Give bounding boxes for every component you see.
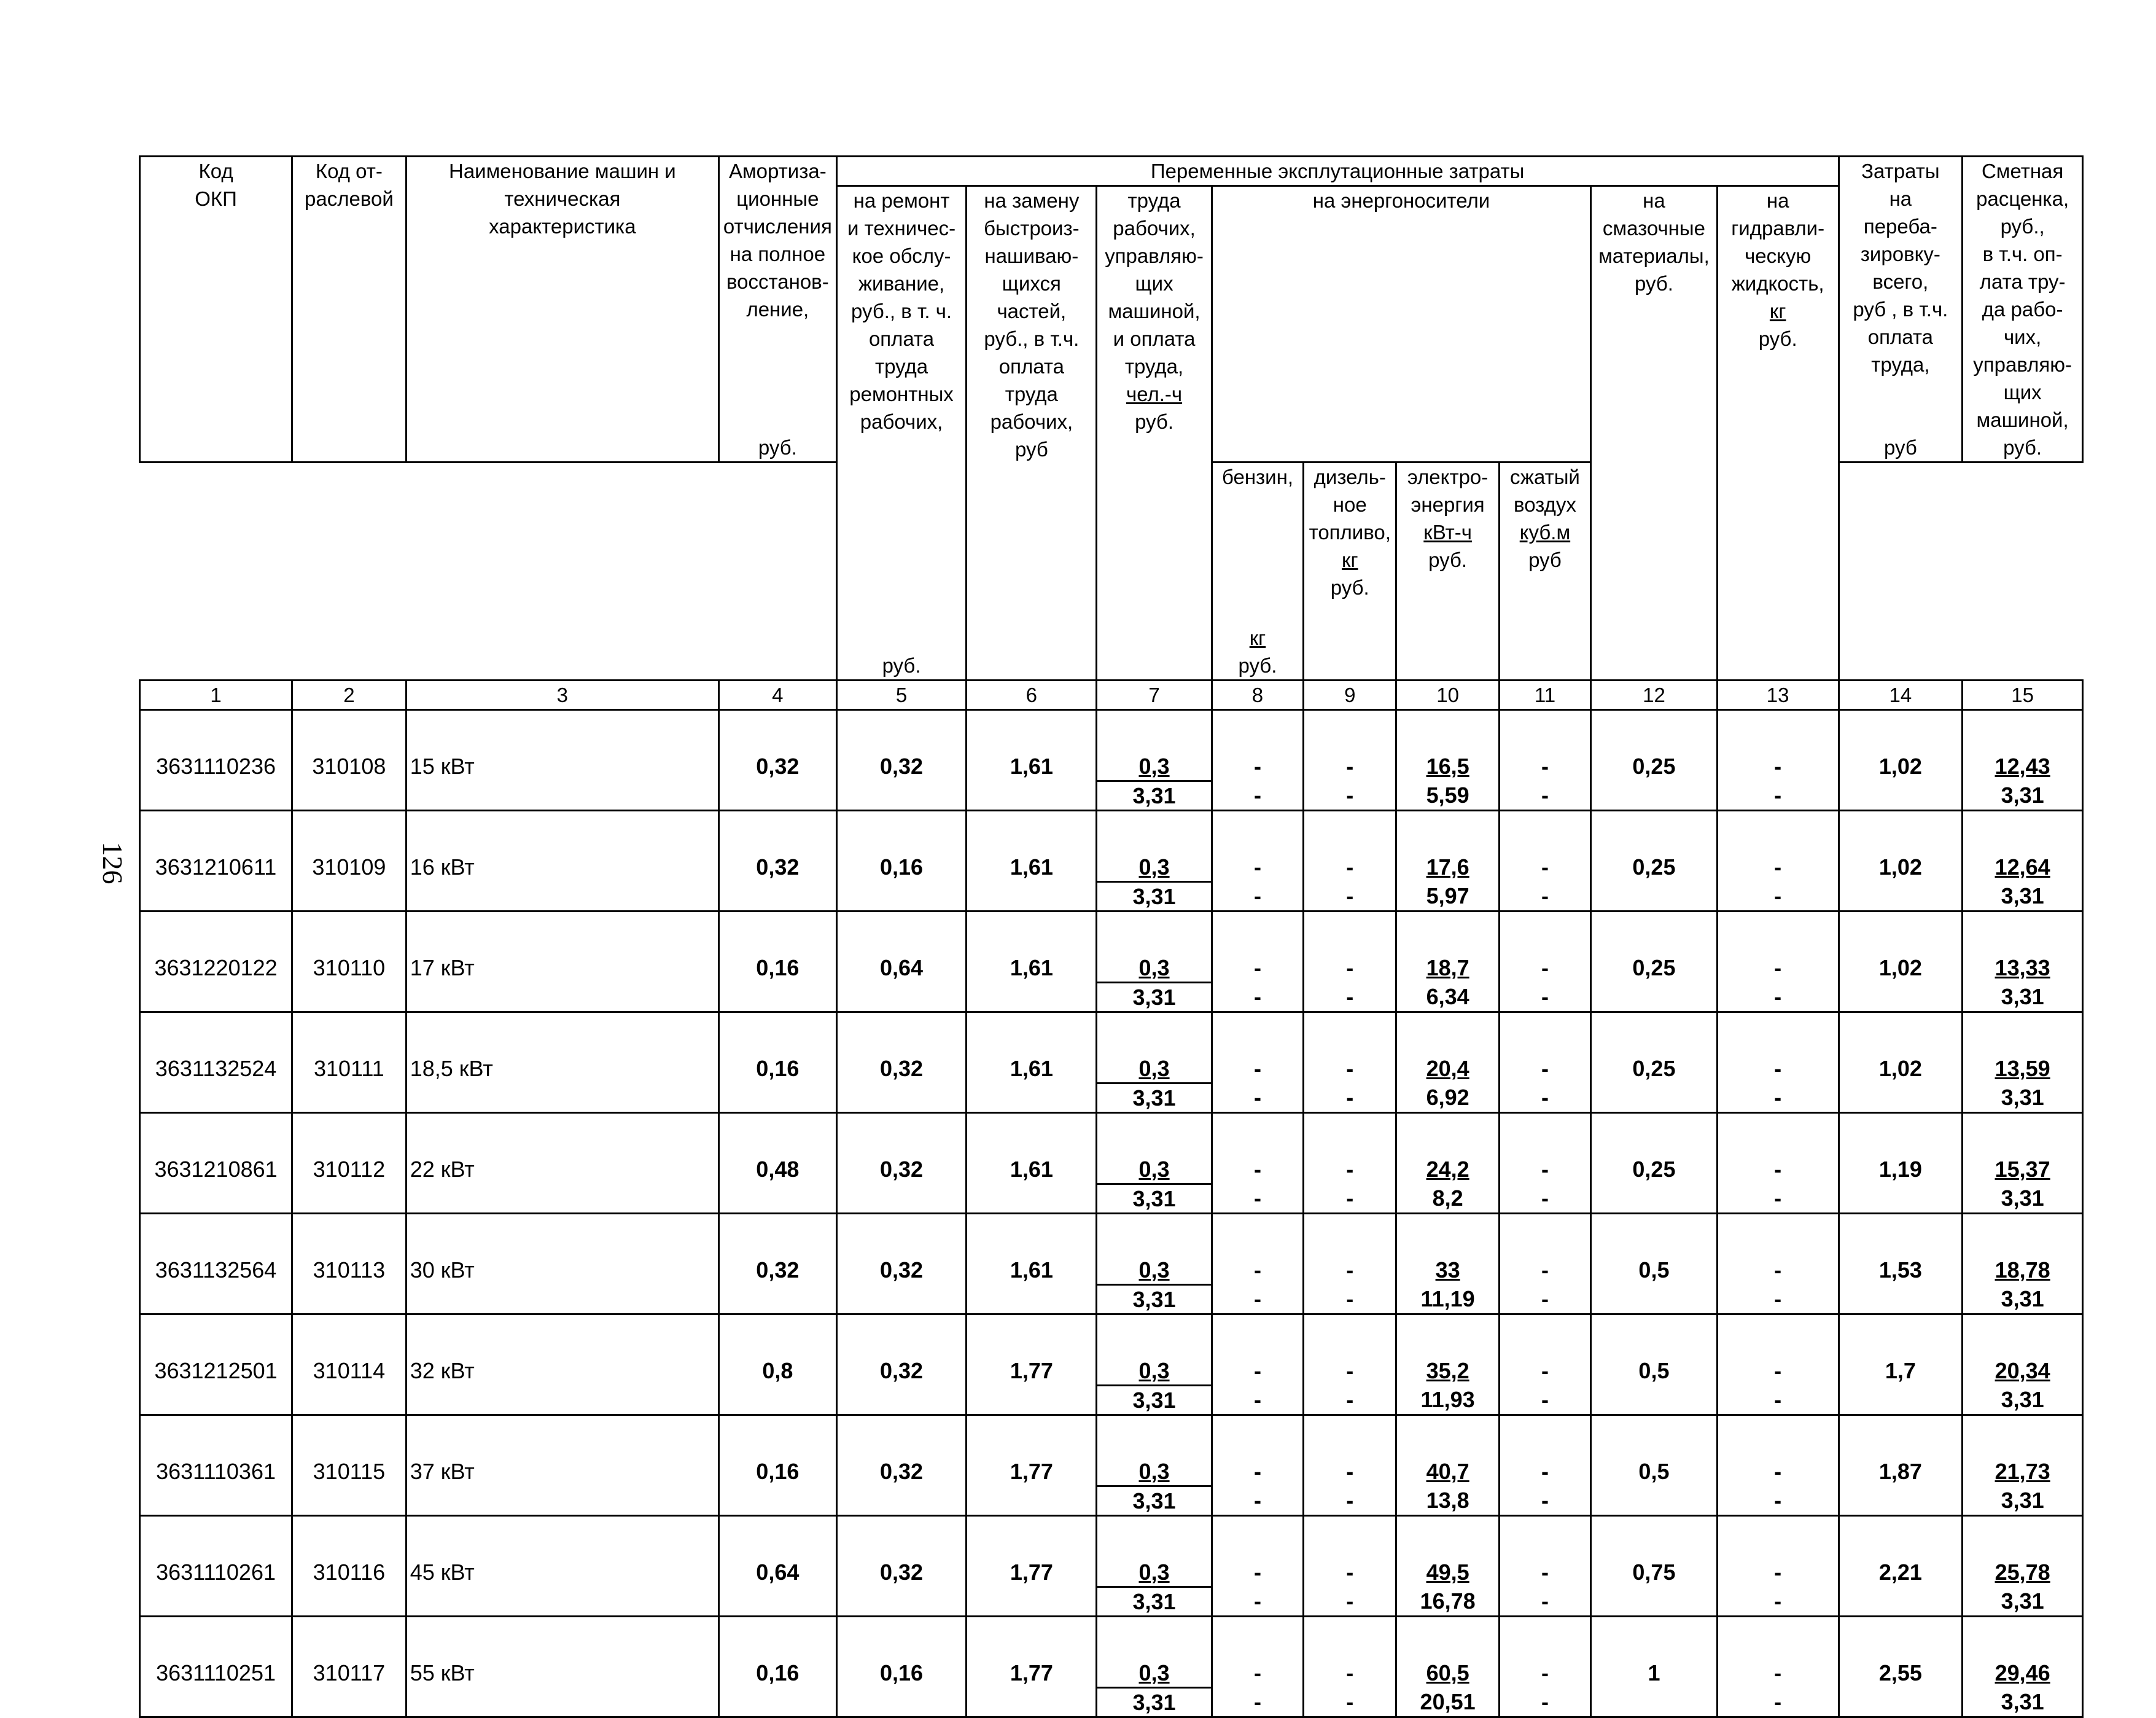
air-cell: - bbox=[1499, 710, 1590, 781]
lubricants-cell: 0,25 bbox=[1591, 1113, 1718, 1214]
estimate-labor-cell: 3,31 bbox=[1963, 1688, 2083, 1717]
machine-name-cell: 18,5 кВт bbox=[406, 1012, 718, 1113]
hydraulic-rub-cell: - bbox=[1717, 983, 1839, 1012]
header-petrol-unit1: кг bbox=[1249, 627, 1266, 649]
header-estimate-price bbox=[1963, 157, 2083, 463]
column-number: 4 bbox=[719, 681, 837, 710]
amortization-cell: 0,32 bbox=[719, 710, 837, 811]
estimate-price-cell: 18,78 bbox=[1963, 1214, 2083, 1285]
labor-hours-cell: 0,3 bbox=[1097, 811, 1212, 882]
electricity-kwh-cell: 49,5 bbox=[1396, 1516, 1499, 1587]
header-parts-unit: руб bbox=[1014, 438, 1048, 461]
petrol-rub-cell: - bbox=[1212, 882, 1303, 912]
repair-cell: 0,16 bbox=[836, 811, 967, 912]
labor-hours-cell: 0,3 bbox=[1097, 1012, 1212, 1084]
table-row bbox=[140, 1617, 2083, 1688]
estimate-labor-cell: 3,31 bbox=[1963, 983, 2083, 1012]
diesel-cell: - bbox=[1304, 912, 1396, 983]
column-number: 13 bbox=[1717, 681, 1839, 710]
diesel-rub-cell: - bbox=[1304, 1486, 1396, 1516]
column-number: 5 bbox=[836, 681, 967, 710]
column-number: 12 bbox=[1591, 681, 1718, 710]
air-rub-cell: - bbox=[1499, 1184, 1590, 1214]
header-estimate-price-label: Сметная расценка, руб., в т.ч. оп- лата тру- да рабо- чих, управляю- щих машиной, bbox=[1973, 160, 2072, 431]
air-cell: - bbox=[1499, 1516, 1590, 1587]
column-number: 8 bbox=[1212, 681, 1303, 710]
header-labor bbox=[1097, 186, 1212, 681]
diesel-cell: - bbox=[1304, 1214, 1396, 1285]
header-amortization-label: Амортиза- ционные отчисления на полное восстанов- ление, bbox=[723, 160, 832, 321]
header-repair bbox=[836, 186, 967, 681]
hydraulic-cell: - bbox=[1717, 1415, 1839, 1486]
labor-rub-cell: 3,31 bbox=[1097, 1587, 1212, 1617]
labor-rub-cell: 3,31 bbox=[1097, 1688, 1212, 1717]
header-parts bbox=[967, 186, 1097, 681]
labor-rub-cell: 3,31 bbox=[1097, 1486, 1212, 1516]
hydraulic-rub-cell: - bbox=[1717, 1084, 1839, 1113]
lubricants-cell: 1 bbox=[1591, 1617, 1718, 1717]
estimate-price-cell: 20,34 bbox=[1963, 1314, 2083, 1386]
hydraulic-cell: - bbox=[1717, 1214, 1839, 1285]
repair-cell: 0,32 bbox=[836, 1314, 967, 1415]
electricity-rub-cell: 8,2 bbox=[1396, 1184, 1499, 1214]
air-rub-cell: - bbox=[1499, 1285, 1590, 1314]
header-relocation-unit: руб bbox=[1883, 436, 1917, 459]
machine-name-cell: 22 кВт bbox=[406, 1113, 718, 1214]
hydraulic-cell: - bbox=[1717, 1012, 1839, 1084]
electricity-rub-cell: 5,97 bbox=[1396, 882, 1499, 912]
column-number: 10 bbox=[1396, 681, 1499, 710]
header-branch-code: Код от- раслевой bbox=[292, 157, 407, 463]
electricity-rub-cell: 20,51 bbox=[1396, 1688, 1499, 1717]
machine-name-cell: 32 кВт bbox=[406, 1314, 718, 1415]
header-electricity-label: электро- энергия bbox=[1407, 466, 1489, 516]
relocation-cell: 2,21 bbox=[1839, 1516, 1963, 1617]
repair-cell: 0,16 bbox=[836, 1617, 967, 1717]
air-cell: - bbox=[1499, 912, 1590, 983]
relocation-cell: 1,7 bbox=[1839, 1314, 1963, 1415]
header-electricity bbox=[1396, 463, 1499, 681]
repair-cell: 0,32 bbox=[836, 1113, 967, 1214]
header-energy: на энергоносители bbox=[1212, 186, 1590, 463]
branch-code-cell: 310114 bbox=[292, 1314, 407, 1415]
header-variable-costs: Переменные эксплутационные затраты bbox=[836, 157, 1839, 186]
parts-cell: 1,61 bbox=[967, 1214, 1097, 1314]
electricity-rub-cell: 6,34 bbox=[1396, 983, 1499, 1012]
petrol-rub-cell: - bbox=[1212, 1386, 1303, 1415]
estimate-labor-cell: 3,31 bbox=[1963, 1285, 2083, 1314]
petrol-cell: - bbox=[1212, 912, 1303, 983]
header-electricity-unit2: руб. bbox=[1428, 549, 1468, 571]
diesel-cell: - bbox=[1304, 710, 1396, 781]
parts-cell: 1,61 bbox=[967, 1012, 1097, 1113]
electricity-kwh-cell: 40,7 bbox=[1396, 1415, 1499, 1486]
branch-code-cell: 310110 bbox=[292, 912, 407, 1012]
estimate-price-cell: 12,64 bbox=[1963, 811, 2083, 882]
branch-code-cell: 310116 bbox=[292, 1516, 407, 1617]
header-labor-unit2: руб. bbox=[1135, 410, 1174, 433]
okp-code-cell: 3631132564 bbox=[140, 1214, 292, 1314]
parts-cell: 1,77 bbox=[967, 1314, 1097, 1415]
hydraulic-rub-cell: - bbox=[1717, 1184, 1839, 1214]
electricity-kwh-cell: 33 bbox=[1396, 1214, 1499, 1285]
column-number: 3 bbox=[406, 681, 718, 710]
hydraulic-rub-cell: - bbox=[1717, 1486, 1839, 1516]
header-diesel-label: дизель- ное топливо, bbox=[1309, 466, 1391, 544]
okp-code-cell: 3631220122 bbox=[140, 912, 292, 1012]
header-petrol-label: бензин, bbox=[1221, 466, 1294, 488]
hydraulic-rub-cell: - bbox=[1717, 781, 1839, 811]
header-diesel bbox=[1304, 463, 1396, 681]
petrol-rub-cell: - bbox=[1212, 1084, 1303, 1113]
petrol-cell: - bbox=[1212, 1214, 1303, 1285]
parts-cell: 1,61 bbox=[967, 912, 1097, 1012]
okp-code-cell: 3631110251 bbox=[140, 1617, 292, 1717]
table-row bbox=[140, 1113, 2083, 1184]
petrol-cell: - bbox=[1212, 1415, 1303, 1486]
petrol-rub-cell: - bbox=[1212, 983, 1303, 1012]
machine-name-cell: 37 кВт bbox=[406, 1415, 718, 1516]
header-spacer bbox=[140, 463, 837, 681]
amortization-cell: 0,16 bbox=[719, 912, 837, 1012]
diesel-rub-cell: - bbox=[1304, 1386, 1396, 1415]
repair-cell: 0,32 bbox=[836, 1415, 967, 1516]
electricity-rub-cell: 5,59 bbox=[1396, 781, 1499, 811]
diesel-rub-cell: - bbox=[1304, 1587, 1396, 1617]
diesel-cell: - bbox=[1304, 1617, 1396, 1688]
petrol-cell: - bbox=[1212, 811, 1303, 882]
machine-name-cell: 15 кВт bbox=[406, 710, 718, 811]
repair-cell: 0,32 bbox=[836, 1516, 967, 1617]
header-labor-unit1: чел.-ч bbox=[1126, 383, 1183, 405]
branch-code-cell: 310115 bbox=[292, 1415, 407, 1516]
table-row bbox=[140, 1314, 2083, 1386]
machine-name-cell: 30 кВт bbox=[406, 1214, 718, 1314]
column-number: 7 bbox=[1097, 681, 1212, 710]
petrol-rub-cell: - bbox=[1212, 1587, 1303, 1617]
header-amortization-unit: руб. bbox=[758, 436, 797, 459]
branch-code-cell: 310109 bbox=[292, 811, 407, 912]
okp-code-cell: 3631110261 bbox=[140, 1516, 292, 1617]
table-row bbox=[140, 1214, 2083, 1285]
labor-hours-cell: 0,3 bbox=[1097, 710, 1212, 781]
air-cell: - bbox=[1499, 1214, 1590, 1285]
petrol-rub-cell: - bbox=[1212, 1688, 1303, 1717]
machine-name-cell: 55 кВт bbox=[406, 1617, 718, 1717]
air-rub-cell: - bbox=[1499, 882, 1590, 912]
okp-code-cell: 3631212501 bbox=[140, 1314, 292, 1415]
header-petrol bbox=[1212, 463, 1303, 681]
hydraulic-cell: - bbox=[1717, 710, 1839, 781]
electricity-rub-cell: 11,19 bbox=[1396, 1285, 1499, 1314]
amortization-cell: 0,64 bbox=[719, 1516, 837, 1617]
petrol-cell: - bbox=[1212, 1113, 1303, 1184]
petrol-cell: - bbox=[1212, 710, 1303, 781]
lubricants-cell: 0,25 bbox=[1591, 912, 1718, 1012]
estimate-price-cell: 13,33 bbox=[1963, 912, 2083, 983]
estimate-price-cell: 21,73 bbox=[1963, 1415, 2083, 1486]
lubricants-cell: 0,25 bbox=[1591, 811, 1718, 912]
labor-hours-cell: 0,3 bbox=[1097, 1516, 1212, 1587]
hydraulic-cell: - bbox=[1717, 912, 1839, 983]
hydraulic-rub-cell: - bbox=[1717, 1386, 1839, 1415]
hydraulic-rub-cell: - bbox=[1717, 1285, 1839, 1314]
electricity-kwh-cell: 18,7 bbox=[1396, 912, 1499, 983]
hydraulic-cell: - bbox=[1717, 1314, 1839, 1386]
air-cell: - bbox=[1499, 1617, 1590, 1688]
diesel-cell: - bbox=[1304, 811, 1396, 882]
diesel-cell: - bbox=[1304, 1113, 1396, 1184]
column-number: 14 bbox=[1839, 681, 1963, 710]
estimate-labor-cell: 3,31 bbox=[1963, 781, 2083, 811]
petrol-rub-cell: - bbox=[1212, 1184, 1303, 1214]
estimate-labor-cell: 3,31 bbox=[1963, 1587, 2083, 1617]
column-number: 1 bbox=[140, 681, 292, 710]
header-relocation bbox=[1839, 157, 1963, 463]
air-cell: - bbox=[1499, 1415, 1590, 1486]
branch-code-cell: 310108 bbox=[292, 710, 407, 811]
column-number: 9 bbox=[1304, 681, 1396, 710]
petrol-cell: - bbox=[1212, 1314, 1303, 1386]
parts-cell: 1,77 bbox=[967, 1516, 1097, 1617]
air-rub-cell: - bbox=[1499, 1587, 1590, 1617]
header-hydraulic-unit2: руб. bbox=[1758, 327, 1797, 350]
relocation-cell: 1,53 bbox=[1839, 1214, 1963, 1314]
header-lubricants-unit: руб. bbox=[1634, 272, 1673, 295]
electricity-rub-cell: 6,92 bbox=[1396, 1084, 1499, 1113]
table-row bbox=[140, 811, 2083, 882]
machine-name-cell: 45 кВт bbox=[406, 1516, 718, 1617]
page-number: 126 bbox=[97, 841, 128, 884]
electricity-rub-cell: 16,78 bbox=[1396, 1587, 1499, 1617]
hydraulic-cell: - bbox=[1717, 1617, 1839, 1688]
lubricants-cell: 0,5 bbox=[1591, 1314, 1718, 1415]
electricity-kwh-cell: 35,2 bbox=[1396, 1314, 1499, 1386]
header-row-1 bbox=[140, 157, 2083, 186]
relocation-cell: 1,19 bbox=[1839, 1113, 1963, 1214]
parts-cell: 1,61 bbox=[967, 710, 1097, 811]
amortization-cell: 0,8 bbox=[719, 1314, 837, 1415]
hydraulic-rub-cell: - bbox=[1717, 1587, 1839, 1617]
petrol-rub-cell: - bbox=[1212, 1486, 1303, 1516]
lubricants-cell: 0,5 bbox=[1591, 1214, 1718, 1314]
header-estimate-price-unit: руб. bbox=[2003, 436, 2042, 459]
labor-rub-cell: 3,31 bbox=[1097, 983, 1212, 1012]
estimate-price-cell: 13,59 bbox=[1963, 1012, 2083, 1084]
relocation-cell: 1,02 bbox=[1839, 811, 1963, 912]
diesel-rub-cell: - bbox=[1304, 1285, 1396, 1314]
header-relocation-label: Затраты на переба- зировку- всего, руб , в т.ч. оплата труда, bbox=[1853, 160, 1948, 376]
estimate-labor-cell: 3,31 bbox=[1963, 1486, 2083, 1516]
relocation-cell: 1,02 bbox=[1839, 710, 1963, 811]
table-row bbox=[140, 710, 2083, 781]
okp-code-cell: 3631110361 bbox=[140, 1415, 292, 1516]
okp-code-cell: 3631210861 bbox=[140, 1113, 292, 1214]
column-number: 11 bbox=[1499, 681, 1590, 710]
diesel-rub-cell: - bbox=[1304, 983, 1396, 1012]
hydraulic-cell: - bbox=[1717, 811, 1839, 882]
header-okp: Код ОКП bbox=[140, 157, 292, 463]
header-name: Наименование машин и техническая характеристика bbox=[406, 157, 718, 463]
diesel-rub-cell: - bbox=[1304, 1688, 1396, 1717]
relocation-cell: 1,02 bbox=[1839, 1012, 1963, 1113]
lubricants-cell: 0,25 bbox=[1591, 710, 1718, 811]
diesel-rub-cell: - bbox=[1304, 1084, 1396, 1113]
petrol-cell: - bbox=[1212, 1617, 1303, 1688]
labor-hours-cell: 0,3 bbox=[1097, 912, 1212, 983]
petrol-cell: - bbox=[1212, 1516, 1303, 1587]
air-rub-cell: - bbox=[1499, 1084, 1590, 1113]
electricity-kwh-cell: 16,5 bbox=[1396, 710, 1499, 781]
lubricants-cell: 0,25 bbox=[1591, 1012, 1718, 1113]
estimate-price-cell: 12,43 bbox=[1963, 710, 2083, 781]
electricity-kwh-cell: 24,2 bbox=[1396, 1113, 1499, 1184]
machine-cost-table bbox=[139, 155, 2084, 1718]
diesel-rub-cell: - bbox=[1304, 882, 1396, 912]
labor-hours-cell: 0,3 bbox=[1097, 1415, 1212, 1486]
machine-name-cell: 17 кВт bbox=[406, 912, 718, 1012]
repair-cell: 0,32 bbox=[836, 1012, 967, 1113]
repair-cell: 0,64 bbox=[836, 912, 967, 1012]
repair-cell: 0,32 bbox=[836, 1214, 967, 1314]
header-compressed-air-label: сжатый воздух bbox=[1510, 466, 1580, 516]
header-lubricants-label: на смазочные материалы, bbox=[1598, 189, 1710, 267]
electricity-rub-cell: 11,93 bbox=[1396, 1386, 1499, 1415]
header-hydraulic-label: на гидравли- ческую жидкость, bbox=[1731, 189, 1825, 295]
electricity-kwh-cell: 20,4 bbox=[1396, 1012, 1499, 1084]
petrol-rub-cell: - bbox=[1212, 781, 1303, 811]
repair-cell: 0,32 bbox=[836, 710, 967, 811]
branch-code-cell: 310117 bbox=[292, 1617, 407, 1717]
lubricants-cell: 0,5 bbox=[1591, 1415, 1718, 1516]
labor-rub-cell: 3,31 bbox=[1097, 882, 1212, 912]
header-amortization bbox=[719, 157, 837, 463]
hydraulic-rub-cell: - bbox=[1717, 882, 1839, 912]
header-hydraulic-unit1: кг bbox=[1769, 300, 1786, 322]
header-labor-label: труда рабочих, управляю- щих машиной, и оплата труда, bbox=[1105, 189, 1204, 378]
estimate-labor-cell: 3,31 bbox=[1963, 1184, 2083, 1214]
table-row bbox=[140, 1415, 2083, 1486]
diesel-rub-cell: - bbox=[1304, 781, 1396, 811]
table-row bbox=[140, 1516, 2083, 1587]
machine-name-cell: 16 кВт bbox=[406, 811, 718, 912]
estimate-labor-cell: 3,31 bbox=[1963, 882, 2083, 912]
diesel-cell: - bbox=[1304, 1012, 1396, 1084]
electricity-rub-cell: 13,8 bbox=[1396, 1486, 1499, 1516]
diesel-cell: - bbox=[1304, 1516, 1396, 1587]
amortization-cell: 0,32 bbox=[719, 1214, 837, 1314]
table-row bbox=[140, 912, 2083, 983]
header-hydraulic bbox=[1717, 186, 1839, 681]
labor-rub-cell: 3,31 bbox=[1097, 781, 1212, 811]
parts-cell: 1,61 bbox=[967, 811, 1097, 912]
okp-code-cell: 3631132524 bbox=[140, 1012, 292, 1113]
parts-cell: 1,61 bbox=[967, 1113, 1097, 1214]
labor-hours-cell: 0,3 bbox=[1097, 1617, 1212, 1688]
air-cell: - bbox=[1499, 1113, 1590, 1184]
estimate-price-cell: 15,37 bbox=[1963, 1113, 2083, 1184]
okp-code-cell: 3631210611 bbox=[140, 811, 292, 912]
air-rub-cell: - bbox=[1499, 781, 1590, 811]
table-row bbox=[140, 1012, 2083, 1084]
labor-hours-cell: 0,3 bbox=[1097, 1113, 1212, 1184]
branch-code-cell: 310113 bbox=[292, 1214, 407, 1314]
branch-code-cell: 310111 bbox=[292, 1012, 407, 1113]
relocation-cell: 1,02 bbox=[1839, 912, 1963, 1012]
header-petrol-unit2: руб. bbox=[1238, 654, 1277, 677]
header-diesel-unit1: кг bbox=[1342, 549, 1358, 571]
air-cell: - bbox=[1499, 1314, 1590, 1386]
air-cell: - bbox=[1499, 811, 1590, 882]
labor-rub-cell: 3,31 bbox=[1097, 1184, 1212, 1214]
labor-rub-cell: 3,31 bbox=[1097, 1386, 1212, 1415]
header-diesel-unit2: руб. bbox=[1330, 576, 1369, 599]
relocation-cell: 1,87 bbox=[1839, 1415, 1963, 1516]
hydraulic-rub-cell: - bbox=[1717, 1688, 1839, 1717]
diesel-cell: - bbox=[1304, 1415, 1396, 1486]
labor-rub-cell: 3,31 bbox=[1097, 1285, 1212, 1314]
hydraulic-cell: - bbox=[1717, 1113, 1839, 1184]
header-parts-label: на замену быстроиз- нашиваю- щихся частей, руб., в т.ч. оплата труда рабочих, bbox=[984, 189, 1080, 433]
column-number: 6 bbox=[967, 681, 1097, 710]
lubricants-cell: 0,75 bbox=[1591, 1516, 1718, 1617]
hydraulic-cell: - bbox=[1717, 1516, 1839, 1587]
header-compressed-air-unit2: руб bbox=[1528, 549, 1562, 571]
estimate-price-cell: 29,46 bbox=[1963, 1617, 2083, 1688]
diesel-cell: - bbox=[1304, 1314, 1396, 1386]
header-compressed-air bbox=[1499, 463, 1590, 681]
relocation-cell: 2,55 bbox=[1839, 1617, 1963, 1717]
column-number: 2 bbox=[292, 681, 407, 710]
estimate-labor-cell: 3,31 bbox=[1963, 1386, 2083, 1415]
parts-cell: 1,77 bbox=[967, 1415, 1097, 1516]
air-rub-cell: - bbox=[1499, 1688, 1590, 1717]
amortization-cell: 0,16 bbox=[719, 1415, 837, 1516]
labor-hours-cell: 0,3 bbox=[1097, 1314, 1212, 1386]
air-cell: - bbox=[1499, 1012, 1590, 1084]
column-number: 15 bbox=[1963, 681, 2083, 710]
diesel-rub-cell: - bbox=[1304, 1184, 1396, 1214]
air-rub-cell: - bbox=[1499, 1486, 1590, 1516]
header-lubricants bbox=[1591, 186, 1718, 681]
petrol-cell: - bbox=[1212, 1012, 1303, 1084]
header-repair-label: на ремонт и техничес- кое обслу- живание, руб., в т. ч. оплата труда ремонтных рабочих, bbox=[847, 189, 956, 433]
column-number-row bbox=[140, 681, 2083, 710]
amortization-cell: 0,16 bbox=[719, 1617, 837, 1717]
air-rub-cell: - bbox=[1499, 983, 1590, 1012]
amortization-cell: 0,48 bbox=[719, 1113, 837, 1214]
air-rub-cell: - bbox=[1499, 1386, 1590, 1415]
okp-code-cell: 3631110236 bbox=[140, 710, 292, 811]
header-repair-unit: руб. bbox=[882, 654, 921, 677]
branch-code-cell: 310112 bbox=[292, 1113, 407, 1214]
amortization-cell: 0,16 bbox=[719, 1012, 837, 1113]
estimate-price-cell: 25,78 bbox=[1963, 1516, 2083, 1587]
estimate-labor-cell: 3,31 bbox=[1963, 1084, 2083, 1113]
labor-hours-cell: 0,3 bbox=[1097, 1214, 1212, 1285]
amortization-cell: 0,32 bbox=[719, 811, 837, 912]
petrol-rub-cell: - bbox=[1212, 1285, 1303, 1314]
electricity-kwh-cell: 17,6 bbox=[1396, 811, 1499, 882]
electricity-kwh-cell: 60,5 bbox=[1396, 1617, 1499, 1688]
header-electricity-unit1: кВт-ч bbox=[1423, 521, 1472, 544]
parts-cell: 1,77 bbox=[967, 1617, 1097, 1717]
labor-rub-cell: 3,31 bbox=[1097, 1084, 1212, 1113]
header-compressed-air-unit1: куб.м bbox=[1519, 521, 1571, 544]
